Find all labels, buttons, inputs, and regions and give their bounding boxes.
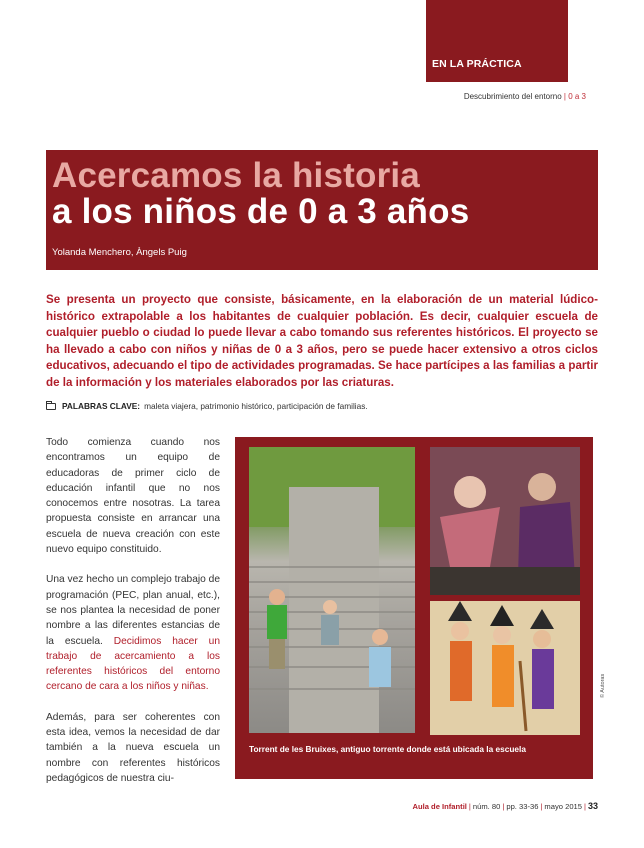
footer-journal: Aula de Infantil bbox=[412, 802, 467, 811]
section-tab bbox=[426, 0, 568, 82]
page-footer bbox=[412, 801, 598, 811]
keywords-label: PALABRAS CLAVE: bbox=[62, 401, 141, 411]
article-authors: Yolanda Menchero, Àngels Puig bbox=[52, 247, 187, 258]
witches-illustration bbox=[430, 447, 580, 595]
keywords-text: maleta viajera, patrimonio histórico, participación de familias. bbox=[144, 401, 368, 411]
photo-frame bbox=[235, 437, 593, 779]
body-paragraph-3: Además, para ser coherentes con esta idea, vemos la necesidad de dar también a la nueva escuela un nombre con referentes históricos pedagógicos de nuestra ciu- bbox=[46, 711, 220, 784]
footer-pages: pp. 33-36 bbox=[506, 802, 539, 811]
body-paragraph-1: Todo comienza cuando nos encontramos un equipo de educadoras de primer ciclo de educación infantil que no nos conocemos entre nosotras. La tarea propuesta consiste en arrancar una escuela de nueva creación con este nuevo equipo constituido. bbox=[46, 437, 220, 556]
article-title-line2: a los niños de 0 a 3 años bbox=[52, 192, 470, 231]
body-highlight: Decidimos hacer un trabajo de acercamiento a los referentes históricos del entorno cercano de cara a los niños y niñas. bbox=[46, 635, 220, 693]
article-title-line1: Acercamos la historia bbox=[52, 156, 420, 195]
folder-icon bbox=[46, 403, 56, 410]
body-paragraph-2-text: Una vez hecho un complejo trabajo de programación (PEC, plan anual, etc.), se nos plantea la necesidad de poner nombre a las diferentes estancias de la escuela. bbox=[46, 574, 220, 647]
subsection-separator: | bbox=[563, 92, 566, 101]
footer-sep-2: | bbox=[502, 802, 505, 811]
costumes-illustration bbox=[430, 601, 580, 735]
figure-caption: Torrent de les Bruixes, antiguo torrente donde está ubicada la escuela bbox=[249, 744, 526, 754]
photo-witch-puppets bbox=[430, 447, 580, 595]
footer-date: mayo 2015 bbox=[544, 802, 582, 811]
age-range: 0 a 3 bbox=[568, 92, 586, 101]
page-number: 33 bbox=[587, 801, 598, 811]
body-paragraph-2 bbox=[46, 572, 220, 694]
subsection-topic: Descubrimiento del entorno bbox=[463, 92, 562, 101]
body-column bbox=[46, 435, 220, 801]
subsection-label bbox=[464, 92, 586, 101]
article-abstract: Se presenta un proyecto que consiste, básicamente, en la elaboración de un material lúdico-histórico extrapolable a los habitantes de cualquier población. Es decir, cualquier escuela de cualquier pueblo o ciudad lo puede llevar a cabo tomando sus referentes históricos. El proyecto se ha llevado a cabo con niños y niñas de 0 a 3 años, pero se puede hacer extensivo a otros ciclos educativos, adecuando el tipo de actividades programadas. Se hace partícipes a las familias a partir de la información y los materiales elaborados por las criaturas. bbox=[46, 293, 598, 389]
photo-children-on-steps bbox=[249, 447, 415, 733]
keywords-line bbox=[46, 401, 598, 411]
photo-children-costumes bbox=[430, 601, 580, 735]
section-label: EN LA PRÁCTICA bbox=[432, 58, 522, 70]
footer-issue: núm. 80 bbox=[472, 802, 501, 811]
footer-sep-1: | bbox=[468, 802, 471, 811]
footer-sep-4: | bbox=[584, 802, 586, 811]
photo-credit: © Autoras bbox=[600, 673, 606, 698]
footer-sep-3: | bbox=[540, 802, 543, 811]
steps-illustration bbox=[249, 447, 415, 733]
title-band bbox=[46, 150, 598, 270]
